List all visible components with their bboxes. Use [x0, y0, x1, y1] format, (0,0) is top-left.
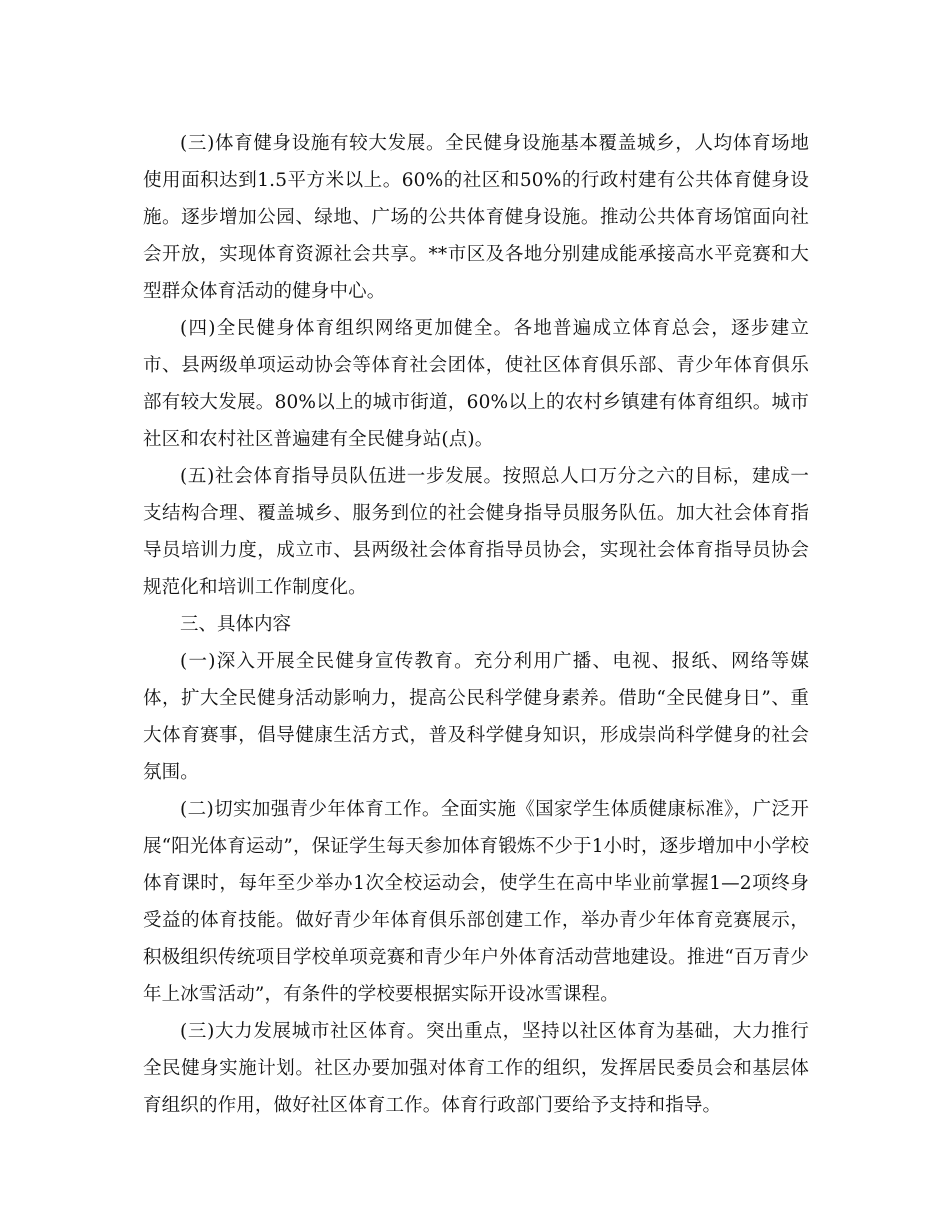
paragraph-community-sports: (三)大力发展城市社区体育。突出重点，坚持以社区体育为基础，大力推行全民健身实施计划。社区办要加强对体育工作的组织，发挥居民委员会和基层体育组织的作用，做好社区体育工作。体育行政部门要给予支持和指导。: [143, 1021, 809, 1116]
section-heading-specific-content: 三、具体内容: [180, 614, 292, 635]
paragraph-facilities: (三)体育健身设施有较大发展。全民健身设施基本覆盖城乡，人均体育场地使用面积达到1.5平方米以上。60%的社区和50%的行政村建有公共体育健身设施。逐步增加公园、绿地、广场的公共体育健身设施。推动公共体育场馆面向社会开放，实现体育资源社会共享。**市区及各地分别建成能承接高水平竞赛和大型群众体育活动的健身中心。: [143, 133, 809, 302]
paragraph-publicity-education: (一)深入开展全民健身宣传教育。充分利用广播、电视、报纸、网络等媒体，扩大全民健身活动影响力，提高公民科学健身素养。借助“全民健身日”、重大体育赛事，倡导健康生活方式，普及科学健身知识，形成崇尚科学健身的社会氛围。: [143, 651, 809, 783]
paragraph-youth-sports: (二)切实加强青少年体育工作。全面实施《国家学生体质健康标准》，广泛开展“阳光体育运动”，保证学生每天参加体育锻炼不少于1小时，逐步增加中小学校体育课时，每年至少举办1次全校运动会，使学生在高中毕业前掌握1—2项终身受益的体育技能。做好青少年体育俱乐部创建工作，举办青少年体育竞赛展示，积极组织传统项目学校单项竞赛和青少年户外体育活动营地建设。推进“百万青少年上冰雪活动”，有条件的学校要根据实际开设冰雪课程。: [143, 799, 809, 1005]
paragraph-instructors: (五)社会体育指导员队伍进一步发展。按照总人口万分之六的目标，建成一支结构合理、覆盖城乡、服务到位的社会健身指导员服务队伍。加大社会体育指导员培训力度，成立市、县两级社会体育指导员协会，实现社会体育指导员协会规范化和培训工作制度化。: [143, 466, 809, 598]
document-body: [143, 125, 809, 1124]
paragraph-organization-network: (四)全民健身体育组织网络更加健全。各地普遍成立体育总会，逐步建立市、县两级单项运动协会等体育社会团体，使社区体育俱乐部、青少年体育俱乐部有较大发展。80%以上的城市街道，60%以上的农村乡镇建有体育组织。城市社区和农村社区普遍建有全民健身站(点)。: [143, 318, 809, 450]
